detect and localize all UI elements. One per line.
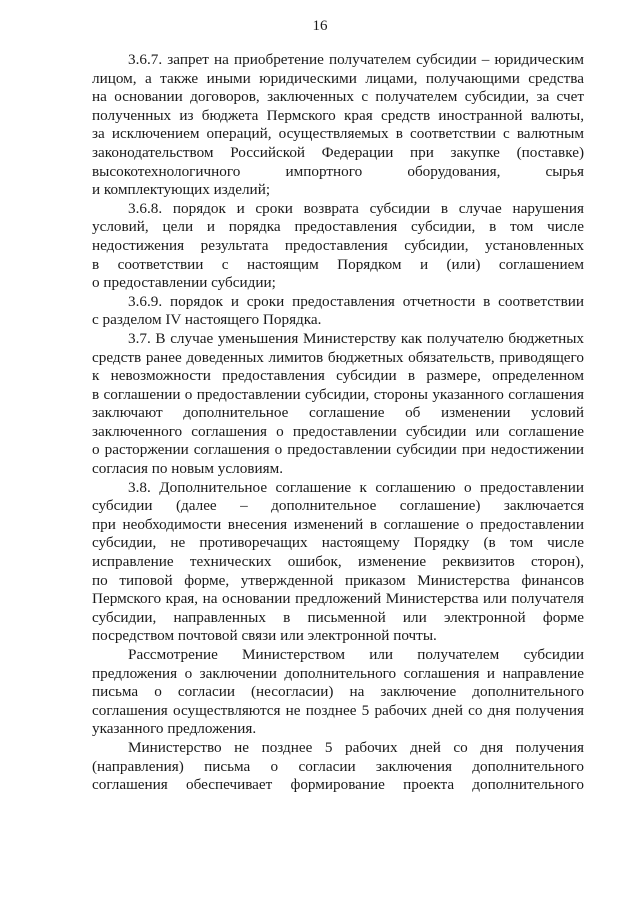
text-line: 3.6.8. порядок и сроки возврата субсидии в случае нарушения — [128, 199, 584, 217]
text-line: к невозможности предоставления субсидии в размере, определенном — [92, 367, 584, 385]
document-body — [92, 51, 584, 795]
text-line: соглашения осуществляются не позднее 5 рабочих дней со дня получения — [92, 701, 584, 719]
text-line: условий, цели и порядка предоставления субсидии, в том числе — [92, 218, 584, 236]
text-line: Пермского края, на основании предложений Министерства или получателя — [92, 590, 584, 608]
text-line: исправление технических ошибок, изменение реквизитов сторон), — [92, 553, 584, 571]
text-line: с разделом IV настоящего Порядка. — [92, 311, 322, 329]
text-line: 3.6.7. запрет на приобретение получателем субсидии – юридическим — [128, 51, 584, 68]
text-line: (направления) письма о согласии заключения дополнительного — [92, 757, 584, 775]
text-line: при необходимости внесения изменений в соглашение о предоставлении — [92, 515, 584, 533]
text-line: высокотехнологичного импортного оборудования, сырья — [92, 162, 584, 180]
text-line: за исключением операций, осуществляемых в соответствии с валютным — [92, 125, 584, 143]
text-line: субсидии, не противоречащих настоящему Порядку (в том числе — [92, 534, 584, 552]
text-line: заключают дополнительное соглашение об изменении условий — [92, 404, 584, 422]
text-line: соглашения обеспечивает формирование проекта дополнительного — [92, 776, 584, 794]
paragraph — [92, 330, 584, 479]
paragraph — [92, 646, 584, 739]
paragraph — [92, 739, 584, 795]
text-line: на основании договоров, заключенных с получателем субсидии, за счет — [92, 88, 584, 106]
text-line: средств ранее доведенных лимитов бюджетных обязательств, приводящего — [92, 348, 584, 366]
text-line: Министерство не позднее 5 рабочих дней со дня получения — [128, 738, 584, 756]
text-line: предложения о заключении дополнительного соглашения и направление — [92, 664, 584, 682]
paragraph — [92, 200, 584, 293]
text-line: 3.7. В случае уменьшения Министерству как получателю бюджетных — [128, 329, 584, 347]
text-line: указанного предложения. — [92, 720, 257, 738]
page-number: 16 — [312, 18, 328, 34]
text-line: согласия по новым условиям. — [92, 460, 283, 478]
text-line: посредством почтовой связи или электронной почты. — [92, 627, 437, 645]
text-line: о расторжении соглашения о предоставлении субсидии при недостижении — [92, 441, 584, 459]
text-line: недостижения результата предоставления субсидии, установленных — [92, 236, 584, 254]
paragraph — [92, 51, 584, 200]
text-line: 3.6.9. порядок и сроки предоставления отчетности в соответствии — [128, 292, 584, 310]
text-line: в соответствии с настоящим Порядком и (или) соглашением — [92, 255, 584, 273]
text-line: законодательством Российской Федерации при закупке (поставке) — [92, 143, 584, 161]
text-line: письма о согласии (несогласии) на заключение дополнительного — [92, 683, 584, 701]
text-line: 3.8. Дополнительное соглашение к соглашению о предоставлении — [128, 478, 584, 496]
paragraph — [92, 479, 584, 646]
text-line: по типовой форме, утвержденной приказом Министерства финансов — [92, 571, 584, 589]
text-line: и комплектующих изделий; — [92, 181, 271, 199]
text-line: Рассмотрение Министерством или получателем субсидии — [128, 646, 584, 663]
text-line: субсидии (далее – дополнительное соглашение) заключается — [92, 497, 584, 515]
text-line: лицом, а также иными юридическими лицами, получающими средства — [92, 69, 584, 87]
text-line: о предоставлении субсидии; — [92, 274, 276, 292]
text-line: полученных из бюджета Пермского края средств иностранной валюты, — [92, 106, 584, 124]
text-line: заключенного соглашения о предоставлении субсидии или соглашение — [92, 422, 584, 440]
text-line: субсидии, направленных в письменной или электронной форме — [92, 608, 584, 626]
text-line: в соглашении о предоставлении субсидии, стороны указанного соглашения — [92, 385, 584, 403]
paragraph — [92, 293, 584, 330]
